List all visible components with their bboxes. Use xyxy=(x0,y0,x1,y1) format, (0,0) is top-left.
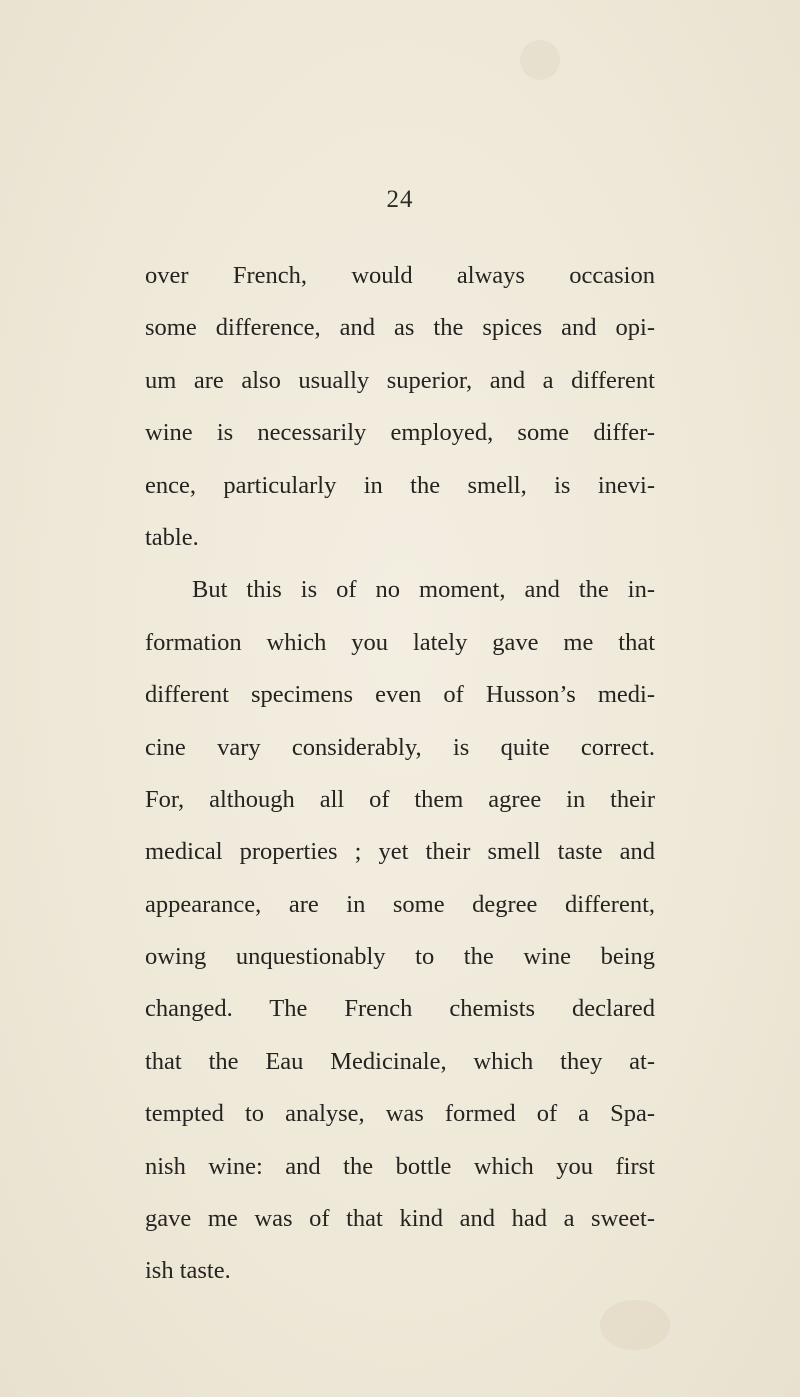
text-line: appearance, are in some degree different, xyxy=(145,890,655,918)
text-line-paragraph-start: But this is of no moment, and the in- xyxy=(192,576,655,604)
text-line: table. xyxy=(145,523,199,551)
text-line: tempted to analyse, was formed of a Spa- xyxy=(145,1100,655,1128)
body-text xyxy=(145,250,655,1298)
text-line: ish taste. xyxy=(145,1257,231,1285)
text-line: different specimens even of Husson’s medi- xyxy=(145,681,655,709)
text-line: ence, particularly in the smell, is inevi- xyxy=(145,471,655,499)
text-line: over French, would always occasion xyxy=(145,262,655,289)
text-line: cine vary considerably, is quite correct. xyxy=(145,733,655,761)
text-line: owing unquestionably to the wine being xyxy=(145,943,655,971)
text-line: that the Eau Medicinale, which they at- xyxy=(145,1047,655,1075)
text-line: medical properties ; yet their smell taste and xyxy=(145,838,655,866)
text-line: For, although all of them agree in their xyxy=(145,785,655,813)
text-line: wine is necessarily employed, some differ- xyxy=(145,419,655,447)
text-line: nish wine: and the bottle which you first xyxy=(145,1152,655,1180)
text-line: gave me was of that kind and had a sweet- xyxy=(145,1205,655,1233)
paper-stain xyxy=(520,40,560,80)
text-line: some difference, and as the spices and opi- xyxy=(145,314,655,342)
text-line: um are also usually superior, and a different xyxy=(145,366,655,394)
text-line: formation which you lately gave me that xyxy=(145,628,655,656)
paper-stain xyxy=(600,1300,670,1350)
text-line: changed. The French chemists declared xyxy=(145,995,655,1023)
page-number: 24 xyxy=(386,186,414,213)
